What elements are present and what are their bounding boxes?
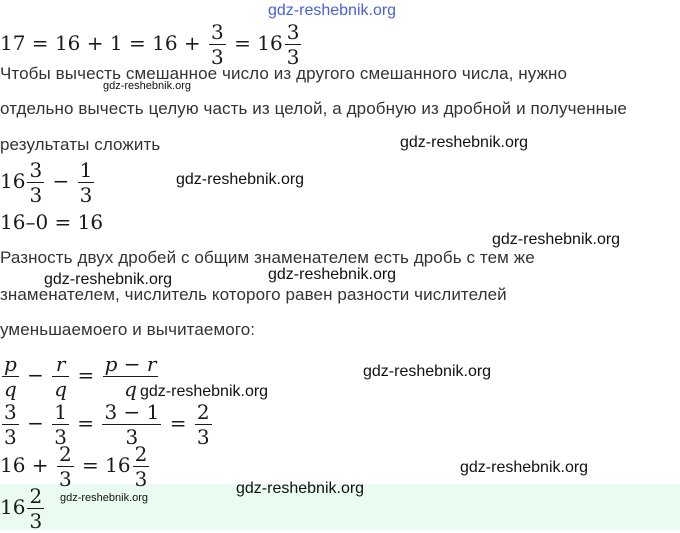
eq6-n: 2 — [58, 442, 72, 466]
eq4-q1: q — [4, 377, 17, 401]
eq4-r: r — [55, 352, 66, 376]
eq5-d2: 3 — [54, 425, 67, 449]
eq2-frac1 — [27, 160, 44, 205]
eq6-res: 16 — [105, 453, 131, 477]
watermark-8: gdz-reshebnik.org — [140, 383, 269, 400]
watermark-9: gdz-reshebnik.org — [460, 459, 589, 476]
eq4-num: p − r — [104, 352, 157, 376]
eq5-mid-num: 3 − 1 — [104, 400, 160, 424]
eq6-d: 3 — [58, 467, 72, 491]
eq2-whole: 16 — [0, 169, 26, 193]
equation-5: $\frac{3}{3}$ − $\frac{1}{3}$ = $\frac{3 - 1}{3}$ = $\frac{2}{3}$ — [4, 400, 210, 449]
para1-line3: результаты сложить — [0, 135, 161, 154]
eq1-res-den: 3 — [286, 45, 300, 69]
eq1-res-num: 3 — [286, 20, 300, 44]
eq1-den: 3 — [211, 45, 224, 69]
para2-line1: Разность двух дробей с общим знаменателем есть дробь с тем же — [0, 248, 535, 267]
eq5-d1: 3 — [4, 425, 17, 449]
eq6-rn: 2 — [134, 442, 148, 466]
eq4-den: q — [124, 377, 137, 401]
para2-line2: знаменателем, числитель которого равен разности числителей — [0, 285, 507, 304]
eq1-d: 16 — [152, 31, 178, 55]
para2-line3: уменьшаемоего и вычитаемого: — [0, 320, 256, 339]
eq6-rd: 3 — [134, 467, 148, 491]
eq2-den2: 3 — [79, 183, 93, 207]
eq1-fraction — [209, 22, 226, 67]
eq1-b: 16 — [54, 31, 81, 55]
equation-2: 16 $\frac{3}{3}$ − $\frac{1}{3}$ — [0, 158, 93, 207]
watermark-5: gdz-reshebnik.org — [44, 271, 173, 288]
eq1-num: 3 — [211, 20, 224, 44]
eq5-frac2 — [52, 402, 69, 447]
eq5-rn: 2 — [196, 400, 210, 424]
eq6-res-frac — [133, 444, 150, 489]
eq2-frac2 — [78, 160, 95, 205]
eq1-c: 1 — [109, 31, 123, 55]
watermark-4: gdz-reshebnik.org — [492, 231, 621, 248]
eq5-rd: 3 — [196, 425, 210, 449]
eq1-res: 16 — [257, 31, 283, 55]
eq4-p: p — [4, 352, 17, 376]
eq5-n2: 1 — [54, 400, 67, 424]
watermark-7: gdz-reshebnik.org — [363, 363, 492, 380]
eq5-frac-mid — [102, 402, 161, 447]
eq6-frac — [57, 444, 74, 489]
eq5-frac1 — [2, 402, 19, 447]
equation-6: 16 + $\frac{2}{3}$ = 16 $\frac{2}{3}$ — [0, 442, 148, 491]
eq3-expr: 16–0 — [0, 210, 49, 234]
answer-frac — [27, 486, 44, 531]
watermark-11: gdz-reshebnik.org — [236, 480, 365, 497]
watermark-1: gdz-reshebnik.org — [103, 80, 192, 92]
para1-line1: Чтобы вычесть смешанное число из другого смешанного числа, нужно — [0, 64, 568, 83]
eq1-res-fraction — [285, 22, 302, 67]
eq5-n1: 3 — [4, 400, 17, 424]
eq1-a: 17 — [0, 31, 26, 55]
watermark-2: gdz-reshebnik.org — [400, 134, 529, 151]
answer-whole: 16 — [0, 495, 26, 519]
equation-1: 17 = 16 + 1 = 16 + $\frac{3}{3}$ = 16 $\frac{3}{3}$ — [0, 20, 300, 69]
watermark-10: gdz-reshebnik.org — [60, 492, 149, 504]
eq3-res: 16 — [77, 210, 104, 234]
watermark-6: gdz-reshebnik.org — [268, 266, 397, 283]
eq4-frac-r — [52, 354, 69, 399]
answer-d: 3 — [29, 509, 43, 533]
equation-3: 16–0 = 16 — [0, 210, 104, 234]
eq4-frac-p — [2, 354, 19, 399]
answer — [0, 486, 46, 531]
eq2-num1: 3 — [29, 158, 43, 182]
eq2-den1: 3 — [29, 183, 43, 207]
answer-n: 2 — [29, 484, 43, 508]
eq5-frac-res — [195, 402, 212, 447]
eq4-q2: q — [54, 377, 68, 401]
watermark-3: gdz-reshebnik.org — [176, 171, 305, 188]
watermark-top: gdz-reshebnik.org — [268, 2, 397, 19]
para1-line2: отдельно вычесть целую часть из целой, а дробную из дробной и полученные — [0, 99, 627, 118]
equation-4: $\frac{p}{q}$ − $\frac{r}{q}$ = $\frac{p - r}{q}$ — [4, 352, 157, 401]
eq2-num2: 1 — [79, 158, 93, 182]
eq6-whole: 16 — [0, 453, 26, 477]
eq5-mid-den: 3 — [125, 425, 139, 449]
